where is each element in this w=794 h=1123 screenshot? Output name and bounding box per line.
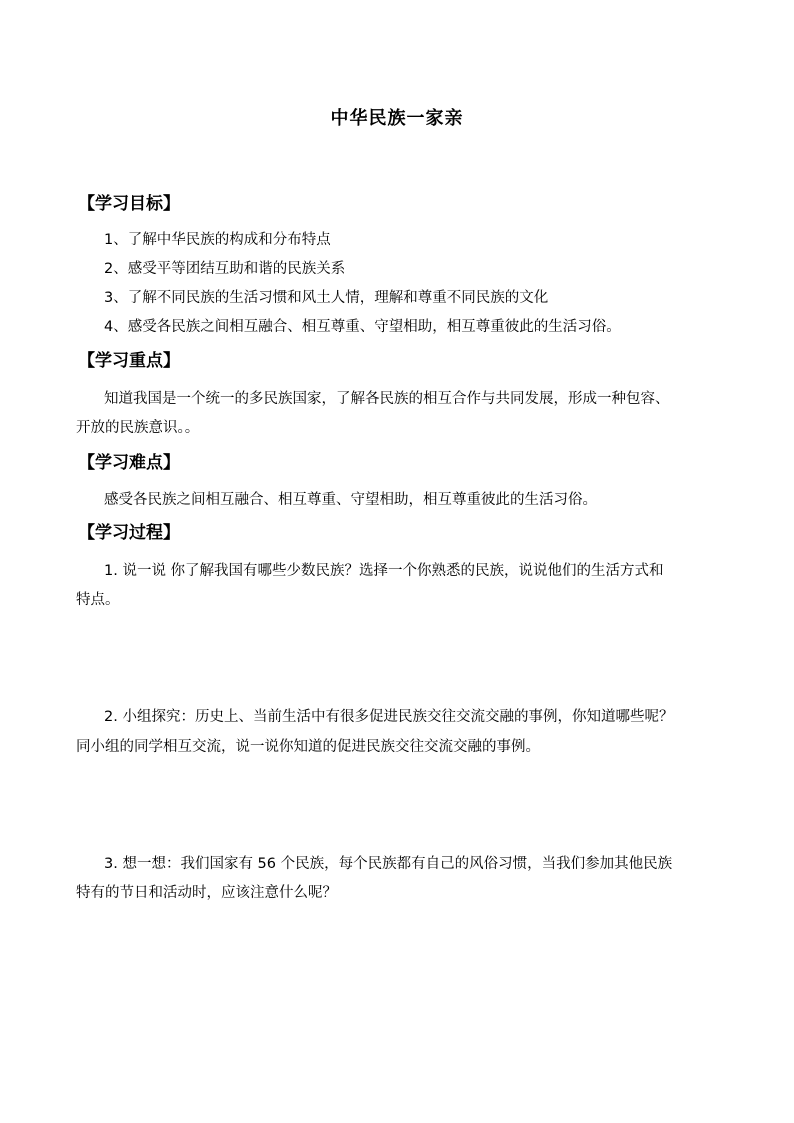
goal-item-4: 4、感受各民族之间相互融合、相互尊重、守望相助，相互尊重彼此的生活习俗。 <box>104 319 621 335</box>
goal-item-2: 2、感受平等团结互助和谐的民族关系 <box>104 261 346 277</box>
question-3-line-2: 特有的节日和活动时，应该注意什么呢？ <box>76 885 337 901</box>
key-points-heading: 【学习重点】 <box>78 351 180 371</box>
difficulties-heading: 【学习难点】 <box>78 453 180 473</box>
difficulties-line-1: 感受各民族之间相互融合、相互尊重、守望相助，相互尊重彼此的生活习俗。 <box>104 492 597 508</box>
goals-heading: 【学习目标】 <box>78 194 180 214</box>
process-heading: 【学习过程】 <box>78 523 180 543</box>
question-1-line-1: 1. 说一说 你了解我国有哪些少数民族？选择一个你熟悉的民族，说说他们的生活方式和 <box>104 563 664 579</box>
key-points-line-1: 知道我国是一个统一的多民族国家，了解各民族的相互合作与共同发展，形成一种包容、 <box>104 391 670 407</box>
question-3-line-1: 3. 想一想：我们国家有 56 个民族，每个民族都有自己的风俗习惯，当我们参加其他民族 <box>104 856 673 872</box>
goal-item-3: 3、了解不同民族的生活习惯和风土人情，理解和尊重不同民族的文化 <box>104 290 549 306</box>
question-2-line-2: 同小组的同学相互交流，说一说你知道的促进民族交往交流交融的事例。 <box>76 739 540 755</box>
key-points-line-2: 开放的民族意识。。 <box>76 420 200 436</box>
goal-item-1: 1、了解中华民族的构成和分布特点 <box>104 232 331 248</box>
question-1-line-2: 特点。 <box>76 592 120 608</box>
question-2-line-1: 2. 小组探究：历史上、当前生活中有很多促进民族交往交流交融的事例，你知道哪些呢？ <box>104 709 674 725</box>
page-title: 中华民族一家亲 <box>330 108 464 129</box>
